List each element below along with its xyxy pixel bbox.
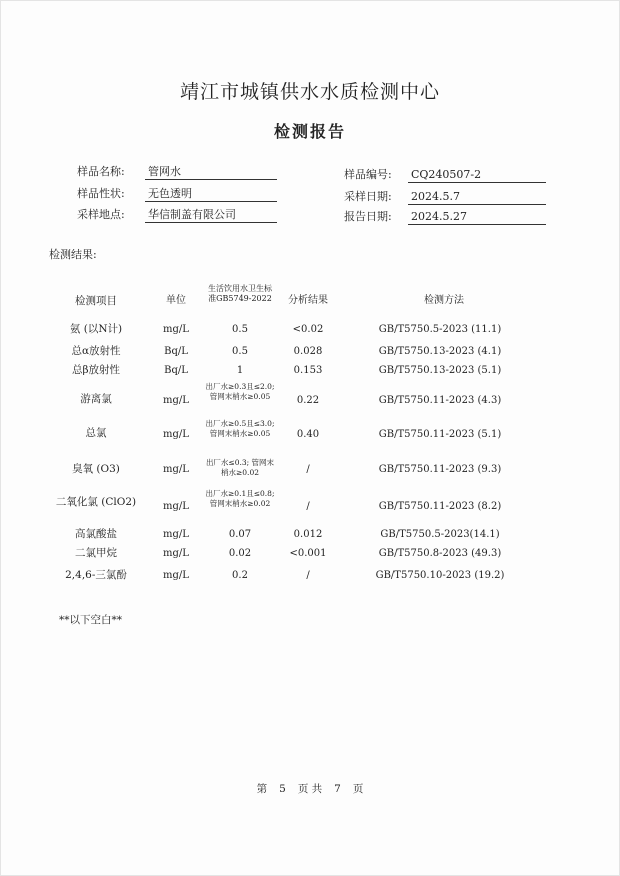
page-total: 7 (334, 783, 341, 795)
row-unit: Bq/L (164, 346, 188, 357)
row-unit: mg/L (163, 324, 189, 335)
page-number (0, 781, 620, 796)
row-item: 总α放射性 (71, 345, 121, 357)
row-item: 总β放射性 (71, 364, 121, 376)
sampling-date-value: 2024.5.7 (408, 189, 546, 205)
row-result: / (306, 501, 310, 512)
row-method: GB/T5750.10-2023 (19.2) (375, 570, 505, 581)
header-result: 分析结果 (288, 295, 328, 306)
row-unit: Bq/L (164, 365, 188, 376)
row-standard: 0.5 (232, 324, 248, 335)
row-method: GB/T5750.11-2023 (4.3) (378, 395, 502, 406)
sample-no-value: CQ240507-2 (408, 167, 546, 183)
row-item: 总氯 (85, 427, 107, 439)
row-result: 0.22 (296, 395, 320, 406)
row-unit: mg/L (163, 548, 189, 559)
report-date-label: 报告日期: (344, 210, 392, 223)
row-item: 高氯酸盐 (75, 528, 117, 540)
page-current: 5 (279, 783, 286, 795)
header-unit: 单位 (166, 295, 186, 306)
row-method: GB/T5750.5-2023(14.1) (380, 529, 500, 540)
report-date-value: 2024.5.27 (408, 209, 546, 225)
row-unit: mg/L (163, 464, 189, 475)
row-unit: mg/L (163, 501, 189, 512)
page-suffix: 页 (352, 783, 364, 795)
sample-state-value: 无色透明 (145, 186, 277, 202)
sampling-site-value: 华信制盖有限公司 (145, 207, 277, 223)
report-title: 检测报告 (273, 122, 346, 141)
row-method: GB/T5750.5-2023 (11.1) (378, 324, 502, 335)
row-item: 2,4,6-三氯酚 (65, 569, 127, 581)
row-result: 0.012 (293, 529, 323, 540)
organization-title: 靖江市城镇供水水质检测中心 (179, 81, 440, 103)
row-item: 臭氧 (O3) (72, 463, 120, 475)
sample-no-label: 样品编号: (344, 168, 392, 181)
row-unit: mg/L (163, 529, 189, 540)
sampling-date-label: 采样日期: (344, 190, 392, 203)
row-result: <0.001 (289, 548, 327, 559)
row-standard: 0.02 (228, 548, 252, 559)
row-method: GB/T5750.13-2023 (4.1) (378, 346, 502, 357)
row-result: / (306, 464, 310, 475)
row-standard: 0.5 (232, 346, 248, 357)
row-method: GB/T5750.11-2023 (8.2) (378, 501, 502, 512)
page-mid: 页 共 (297, 783, 323, 795)
row-unit: mg/L (163, 395, 189, 406)
row-method: GB/T5750.11-2023 (5.1) (378, 429, 502, 440)
row-result: 0.153 (293, 365, 323, 376)
header-item: 检测项目 (75, 295, 117, 307)
sample-name-label: 样品名称: (77, 165, 125, 178)
row-item: 二氧化氯 (ClO2) (55, 496, 137, 508)
row-result: 0.028 (293, 346, 323, 357)
row-item: 氨 (以N计) (69, 323, 123, 335)
row-result: 0.40 (296, 429, 320, 440)
row-item: 游离氯 (80, 393, 112, 405)
row-method: GB/T5750.8-2023 (49.3) (378, 548, 502, 559)
row-standard: 0.2 (232, 570, 248, 581)
row-unit: mg/L (163, 429, 189, 440)
row-standard: 0.07 (228, 529, 252, 540)
sampling-site-label: 采样地点: (77, 208, 125, 221)
row-result: <0.02 (292, 324, 324, 335)
row-standard: 出厂水≤0.3; 管网末梢水≥0.02 (205, 458, 275, 477)
header-standard: 生活饮用水卫生标准GB5749-2022 (208, 284, 272, 303)
results-label: 检测结果: (49, 248, 97, 261)
row-result: / (306, 570, 310, 581)
row-standard: 出厂水≥0.3且≤2.0; 管网末梢水≥0.05 (205, 382, 275, 401)
sample-name-value: 管网水 (145, 164, 277, 180)
row-item: 二氯甲烷 (75, 547, 117, 559)
row-method: GB/T5750.11-2023 (9.3) (378, 464, 502, 475)
sample-state-label: 样品性状: (77, 187, 125, 200)
row-standard: 1 (236, 365, 244, 376)
row-unit: mg/L (163, 570, 189, 581)
row-standard: 出厂水≥0.5且≤3.0; 管网末梢水≥0.05 (205, 419, 275, 438)
page-prefix: 第 (256, 783, 268, 795)
row-standard: 出厂水≥0.1且≤0.8; 管网末梢水≥0.02 (205, 489, 275, 508)
blank-below-note: **以下空白** (59, 614, 122, 626)
header-method: 检测方法 (424, 295, 464, 306)
row-method: GB/T5750.13-2023 (5.1) (378, 365, 502, 376)
